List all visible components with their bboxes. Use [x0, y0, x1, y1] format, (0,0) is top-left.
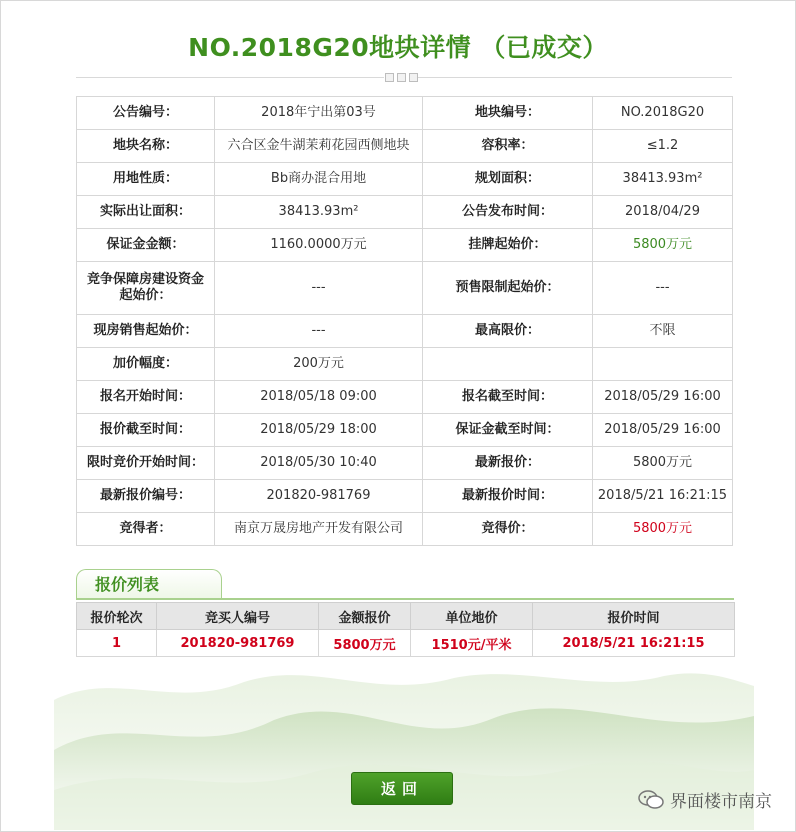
detail-row [77, 196, 733, 229]
detail-row [77, 163, 733, 196]
detail-label: 地块名称： [77, 130, 215, 163]
detail-value: 201820-981769 [215, 480, 423, 513]
winning-price-value: 5800万元 [593, 513, 733, 546]
detail-row [77, 229, 733, 262]
detail-label: 竞得者： [77, 513, 215, 546]
detail-value [593, 348, 733, 381]
detail-row [77, 381, 733, 414]
detail-value: --- [593, 262, 733, 315]
column-header: 金额报价 [319, 603, 411, 630]
detail-value: 2018/05/29 16:00 [593, 381, 733, 414]
column-header: 报价时间 [533, 603, 735, 630]
winner-value: 南京万晟房地产开发有限公司 [215, 513, 423, 546]
detail-label: 竞争保障房建设资金起始价： [77, 262, 215, 315]
divider-ornament [384, 71, 418, 83]
detail-value: 2018/04/29 [593, 196, 733, 229]
bid-cell: 2018/5/21 16:21:15 [533, 630, 735, 657]
detail-row [77, 262, 733, 315]
detail-value: 2018/05/29 16:00 [593, 414, 733, 447]
detail-label: 保证金金额： [77, 229, 215, 262]
detail-value: ≤1.2 [593, 130, 733, 163]
bid-list-table [76, 602, 735, 657]
wechat-watermark [638, 787, 772, 812]
detail-value: 5800万元 [593, 447, 733, 480]
detail-label: 公告编号： [77, 97, 215, 130]
back-button[interactable]: 返回 [351, 772, 453, 805]
detail-row [77, 480, 733, 513]
detail-label: 容积率： [423, 130, 593, 163]
column-header: 报价轮次 [77, 603, 157, 630]
detail-row [77, 97, 733, 130]
detail-label: 竞得价： [423, 513, 593, 546]
page-title: NO.2018G20地块详情 （已成交） [188, 33, 608, 62]
detail-value: 2018/05/29 18:00 [215, 414, 423, 447]
detail-label: 现房销售起始价： [77, 315, 215, 348]
detail-row [77, 315, 733, 348]
detail-value: 38413.93m² [215, 196, 423, 229]
detail-value: 六合区金牛湖茉莉花园西侧地块 [215, 130, 423, 163]
detail-label: 最新报价编号： [77, 480, 215, 513]
watermark-text: 界面楼市南京 [670, 792, 772, 812]
detail-label: 最高限价： [423, 315, 593, 348]
bid-header-row [77, 603, 735, 630]
detail-label: 挂牌起始价： [423, 229, 593, 262]
detail-label: 限时竞价开始时间： [77, 447, 215, 480]
detail-value: --- [215, 315, 423, 348]
detail-label: 用地性质： [77, 163, 215, 196]
detail-label: 规划面积： [423, 163, 593, 196]
bid-cell: 1510元/平米 [411, 630, 533, 657]
detail-value: 1160.0000万元 [215, 229, 423, 262]
detail-value: 200万元 [215, 348, 423, 381]
column-header: 竞买人编号 [157, 603, 319, 630]
column-header: 单位地价 [411, 603, 533, 630]
detail-row [77, 447, 733, 480]
tab-underline [76, 598, 734, 600]
detail-row [77, 414, 733, 447]
detail-label: 预售限制起始价： [423, 262, 593, 315]
detail-label: 报价截至时间： [77, 414, 215, 447]
detail-label: 加价幅度： [77, 348, 215, 381]
wechat-icon [638, 790, 664, 810]
detail-value: 不限 [593, 315, 733, 348]
detail-row [77, 513, 733, 546]
detail-label: 报名开始时间： [77, 381, 215, 414]
detail-value: 2018/5/21 16:21:15 [593, 480, 733, 513]
detail-value: 2018/05/18 09:00 [215, 381, 423, 414]
detail-value: 2018/05/30 10:40 [215, 447, 423, 480]
detail-label: 最新报价： [423, 447, 593, 480]
detail-label: 实际出让面积： [77, 196, 215, 229]
detail-label: 报名截至时间： [423, 381, 593, 414]
detail-value: NO.2018G20 [593, 97, 733, 130]
detail-value: 38413.93m² [593, 163, 733, 196]
tab-bid-list[interactable]: 报价列表 [76, 569, 222, 599]
table-row [77, 630, 735, 657]
detail-value: --- [215, 262, 423, 315]
detail-label: 公告发布时间： [423, 196, 593, 229]
detail-label: 最新报价时间： [423, 480, 593, 513]
bid-cell: 201820-981769 [157, 630, 319, 657]
bid-cell: 5800万元 [319, 630, 411, 657]
bid-cell: 1 [77, 630, 157, 657]
detail-row [77, 348, 733, 381]
detail-value: 2018年宁出第03号 [215, 97, 423, 130]
detail-label: 地块编号： [423, 97, 593, 130]
detail-label: 保证金截至时间： [423, 414, 593, 447]
land-detail-table [76, 96, 733, 546]
detail-value: Bb商办混合用地 [215, 163, 423, 196]
starting-price-value: 5800万元 [593, 229, 733, 262]
detail-label [423, 348, 593, 381]
detail-row [77, 130, 733, 163]
